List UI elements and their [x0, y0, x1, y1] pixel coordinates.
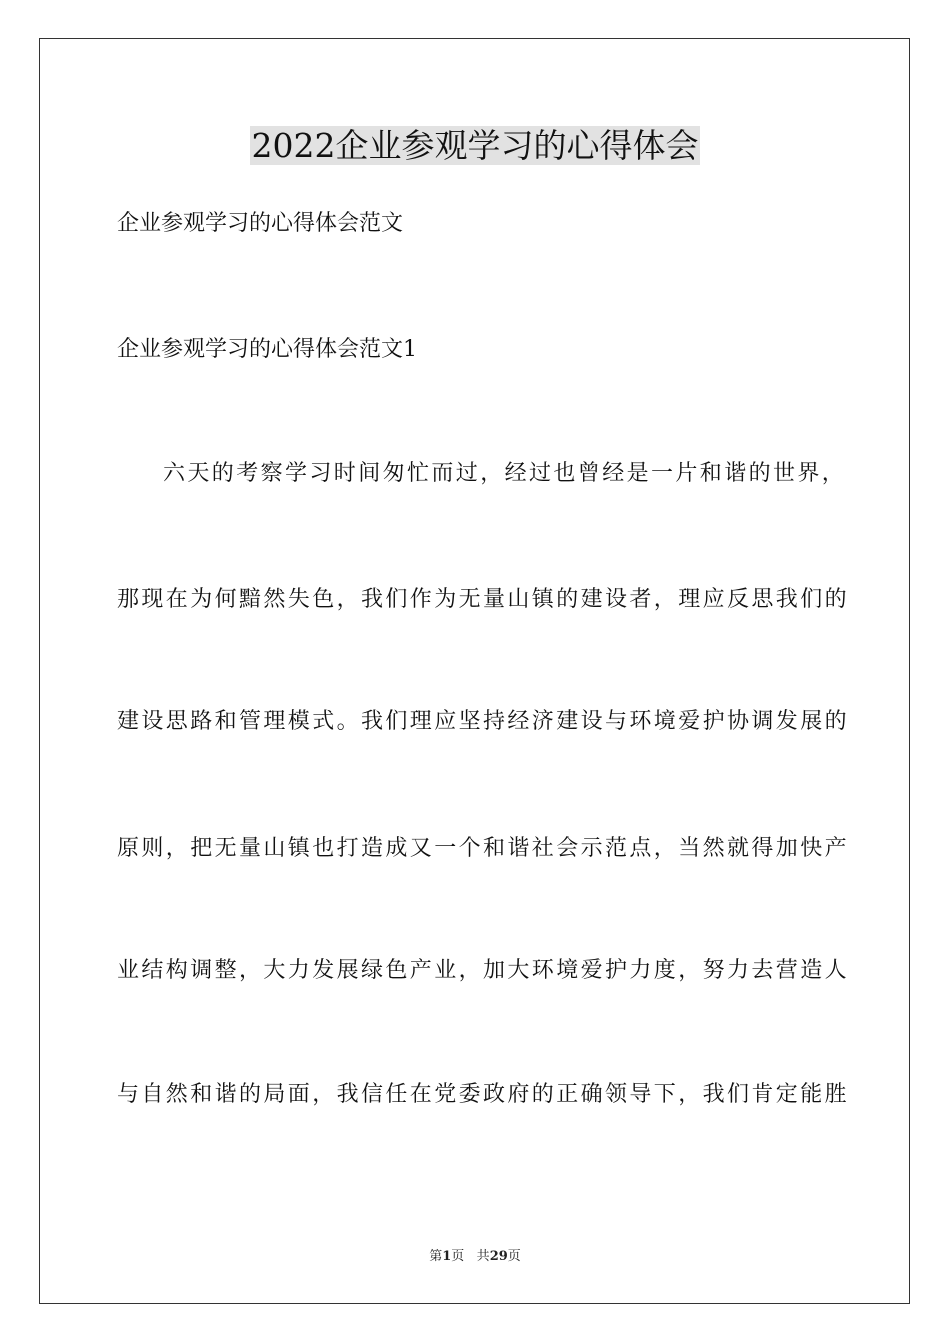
footer-page-suffix: 页 — [451, 1249, 465, 1264]
page-footer — [0, 1248, 950, 1266]
footer-page-number: 1 — [442, 1249, 452, 1264]
paragraph-line: 那现在为何黯然失色，我们作为无量山镇的建设者，理应反思我们的 — [117, 587, 850, 612]
paragraph-line: 与自然和谐的局面，我信任在党委政府的正确领导下，我们肯定能胜 — [117, 1082, 850, 1107]
footer-total-pages: 29 — [489, 1249, 508, 1264]
footer-total-suffix: 页 — [507, 1249, 521, 1264]
document-subtitle: 企业参观学习的心得体会范文 — [117, 211, 404, 236]
paragraph-line: 原则，把无量山镇也打造成又一个和谐社会示范点，当然就得加快产 — [117, 836, 850, 861]
section-heading: 企业参观学习的心得体会范文1 — [117, 337, 417, 362]
paragraph-line: 建设思路和管理模式。我们理应坚持经济建设与环境爱护协调发展的 — [117, 709, 850, 734]
document-title: 2022企业参观学习的心得体会 — [251, 126, 699, 165]
document-title-container — [0, 124, 950, 168]
paragraph-line: 业结构调整，大力发展绿色产业，加大环境爱护力度，努力去营造人 — [117, 958, 850, 983]
paragraph-line: 六天的考察学习时间匆忙而过，经过也曾经是一片和谐的世界， — [163, 461, 847, 486]
footer-total-prefix: 共 — [476, 1249, 490, 1264]
footer-page-prefix: 第 — [429, 1249, 443, 1264]
